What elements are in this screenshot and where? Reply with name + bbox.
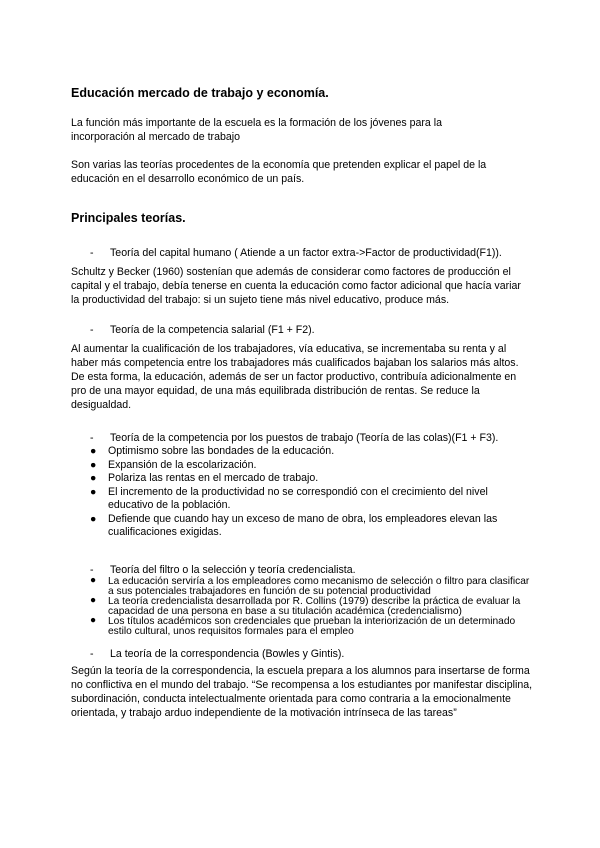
dash-marker: - xyxy=(90,247,94,259)
bullet-icon: ● xyxy=(90,485,97,498)
theory-heading xyxy=(90,246,530,260)
theory-heading xyxy=(90,647,530,661)
bullet-icon: ● xyxy=(90,615,97,626)
intro-paragraph-2: Son varias las teorías procedentes de la economía que pretenden explicar el papel de la educación en el desarrollo económico de un país. xyxy=(71,159,487,185)
intro-paragraph-1: La función más importante de la escuela es la formación de los jóvenes para la incorporación al mercado de trabajo xyxy=(71,117,442,143)
dash-marker: - xyxy=(90,564,94,576)
bullet-icon: ● xyxy=(90,575,97,586)
list-item: ● Defiende que cuando hay un exceso de mano de obra, los empleadores elevan las cualificaciones exigidas. xyxy=(90,512,498,538)
theory-heading xyxy=(90,431,530,445)
theory-paragraph: Al aumentar la cualificación de los trabajadores, vía educativa, se incrementaba su renta y al haber más competencia entre los trabajadores más cualificados bajaban los salarios más altos. De esta forma, la educación, además de ser un factor productivo, contribuía adicionalmente en pro de una mayor equidad, de una más equilibrada distribución de rentas. Se reduce la desigualdad. xyxy=(71,343,519,411)
dash-marker: - xyxy=(90,648,94,660)
bullet-icon: ● xyxy=(90,458,97,471)
list-item: ● La educación serviría a los empleadores como mecanismo de selección o filtro para clasificar a sus potenciales trabajadores en función de su potencial productividad xyxy=(90,575,530,597)
list-item: ● Polariza las rentas en el mercado de trabajo. xyxy=(90,472,319,484)
list-item: ● Optimismo sobre las bondades de la educación. xyxy=(90,445,335,457)
dash-marker: - xyxy=(90,324,94,336)
theory-paragraph: Según la teoría de la correspondencia, la escuela prepara a los alumnos para insertarse de forma no conflictiva en el mundo del trabajo. “Se recompensa a los estudiantes por manifestar disciplina, subordinación, conducta intelectualmente orientada para como contraria a la emocionalmente orientada, y trabajo arduo independiente de la motivación intrínseca de las tareas” xyxy=(71,665,533,719)
theory-heading xyxy=(90,563,530,577)
theory-heading-text: Teoría del filtro o la selección y teoría credencialista. xyxy=(110,564,356,576)
theory-bullet-list xyxy=(90,577,530,637)
bullet-icon: ● xyxy=(90,472,97,484)
document-title: Educación mercado de trabajo y economía. xyxy=(71,86,329,100)
theory-heading xyxy=(90,323,530,337)
dash-marker: - xyxy=(90,432,94,444)
theory-heading-text: Teoría del capital humano ( Atiende a un factor extra->Factor de productividad(F1)). xyxy=(110,247,502,259)
theory-paragraph: Schultz y Becker (1960) sostenían que además de considerar como factores de producción el capital y el trabajo, debía tenerse en cuenta la educación como factor adicional que hacía variar la productividad del trabajo: si un sujeto tiene más nivel educativo, produce más. xyxy=(71,266,521,306)
theory-bullet-list xyxy=(90,445,530,540)
list-item: ● Los títulos académicos son credenciales que prueban la interiorización de un determinado estilo cultural, unos requisitos formales para el empleo xyxy=(90,615,516,637)
bullet-icon: ● xyxy=(90,512,97,525)
bullet-icon: ● xyxy=(90,595,97,606)
list-item: ● El incremento de la productividad no se correspondió con el crecimiento del nivel educativo de la población. xyxy=(90,485,488,511)
list-item: ● La teoría credencialista desarrollada por R. Collins (1979) describe la práctica de evaluar la capacidad de una persona en base a su titulación académica (credencialismo) xyxy=(90,595,521,617)
theory-heading-text: Teoría de la competencia por los puestos de trabajo (Teoría de las colas)(F1 + F3). xyxy=(110,432,499,444)
bullet-icon: ● xyxy=(90,445,97,457)
theory-heading-text: La teoría de la correspondencia (Bowles y Gintis). xyxy=(110,648,345,660)
section-title: Principales teorías. xyxy=(71,211,186,225)
list-item: ● Expansión de la escolarización. xyxy=(90,458,257,471)
theory-heading-text: Teoría de la competencia salarial (F1 + F2). xyxy=(110,324,315,336)
